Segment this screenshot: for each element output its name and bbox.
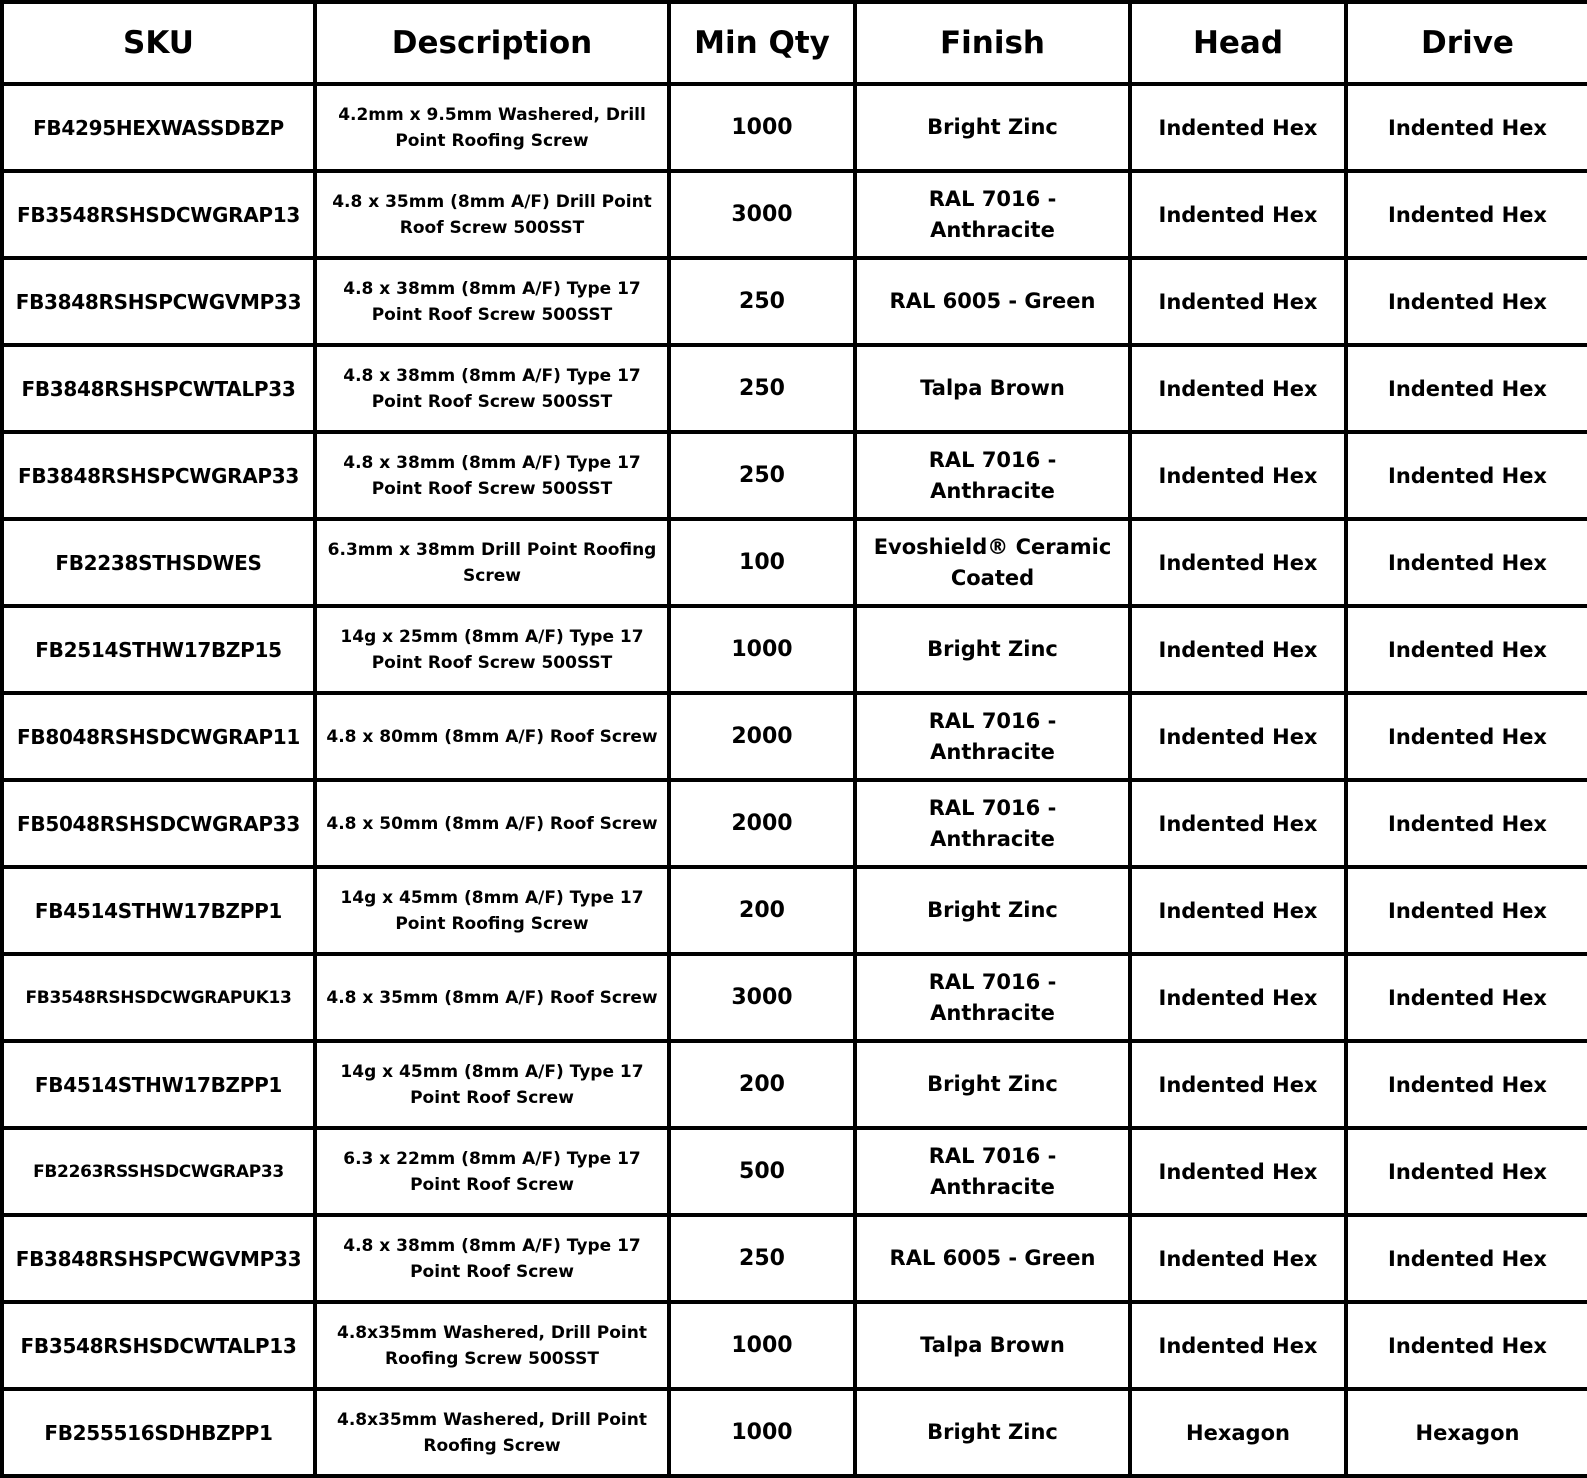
description-cell: 6.3mm x 38mm Drill Point Roofing Screw xyxy=(315,519,669,606)
sku-cell: FB255516SDHBZPP1 xyxy=(2,1389,315,1476)
header-description: Description xyxy=(315,2,669,84)
finish-cell: Bright Zinc xyxy=(855,1041,1130,1128)
finish-cell: Evoshield® Ceramic Coated xyxy=(855,519,1130,606)
head-cell: Indented Hex xyxy=(1130,780,1346,867)
header-sku: SKU xyxy=(2,2,315,84)
drive-cell: Indented Hex xyxy=(1346,258,1587,345)
min-qty-cell: 250 xyxy=(669,258,855,345)
min-qty-cell: 200 xyxy=(669,1041,855,1128)
sku-cell: FB3848RSHSPCWGRAP33 xyxy=(2,432,315,519)
drive-cell: Indented Hex xyxy=(1346,780,1587,867)
finish-cell: Talpa Brown xyxy=(855,345,1130,432)
finish-cell: Bright Zinc xyxy=(855,1389,1130,1476)
finish-cell: Bright Zinc xyxy=(855,84,1130,171)
finish-cell: RAL 7016 - Anthracite xyxy=(855,432,1130,519)
sku-cell: FB3848RSHSPCWGVMP33 xyxy=(2,1215,315,1302)
head-cell: Indented Hex xyxy=(1130,258,1346,345)
drive-cell: Indented Hex xyxy=(1346,606,1587,693)
header-head: Head xyxy=(1130,2,1346,84)
sku-cell: FB4295HEXWASSDBZP xyxy=(2,84,315,171)
finish-cell: Bright Zinc xyxy=(855,606,1130,693)
min-qty-cell: 200 xyxy=(669,867,855,954)
head-cell: Hexagon xyxy=(1130,1389,1346,1476)
finish-cell: RAL 7016 - Anthracite xyxy=(855,780,1130,867)
table-row xyxy=(2,1215,1587,1302)
table-row xyxy=(2,1128,1587,1215)
description-cell: 6.3 x 22mm (8mm A/F) Type 17 Point Roof Screw xyxy=(315,1128,669,1215)
head-cell: Indented Hex xyxy=(1130,1128,1346,1215)
description-cell: 4.8 x 50mm (8mm A/F) Roof Screw xyxy=(315,780,669,867)
head-cell: Indented Hex xyxy=(1130,693,1346,780)
table-row xyxy=(2,780,1587,867)
table-row xyxy=(2,693,1587,780)
drive-cell: Indented Hex xyxy=(1346,84,1587,171)
finish-cell: Bright Zinc xyxy=(855,867,1130,954)
sku-cell: FB8048RSHSDCWGRAP11 xyxy=(2,693,315,780)
sku-cell: FB5048RSHSDCWGRAP33 xyxy=(2,780,315,867)
min-qty-cell: 2000 xyxy=(669,693,855,780)
min-qty-cell: 250 xyxy=(669,345,855,432)
sku-cell: FB2514STHW17BZP15 xyxy=(2,606,315,693)
head-cell: Indented Hex xyxy=(1130,1302,1346,1389)
drive-cell: Indented Hex xyxy=(1346,954,1587,1041)
min-qty-cell: 3000 xyxy=(669,954,855,1041)
min-qty-cell: 250 xyxy=(669,432,855,519)
head-cell: Indented Hex xyxy=(1130,1041,1346,1128)
min-qty-cell: 1000 xyxy=(669,1389,855,1476)
sku-cell: FB2238STHSDWES xyxy=(2,519,315,606)
table-row xyxy=(2,258,1587,345)
min-qty-cell: 250 xyxy=(669,1215,855,1302)
drive-cell: Indented Hex xyxy=(1346,867,1587,954)
description-cell: 4.2mm x 9.5mm Washered, Drill Point Roofing Screw xyxy=(315,84,669,171)
table-row xyxy=(2,1041,1587,1128)
sku-cell: FB3848RSHSPCWTALP33 xyxy=(2,345,315,432)
min-qty-cell: 500 xyxy=(669,1128,855,1215)
table-row xyxy=(2,606,1587,693)
drive-cell: Indented Hex xyxy=(1346,1302,1587,1389)
head-cell: Indented Hex xyxy=(1130,954,1346,1041)
finish-cell: RAL 6005 - Green xyxy=(855,258,1130,345)
finish-cell: RAL 7016 - Anthracite xyxy=(855,171,1130,258)
min-qty-cell: 3000 xyxy=(669,171,855,258)
description-cell: 4.8 x 38mm (8mm A/F) Type 17 Point Roof Screw 500SST xyxy=(315,432,669,519)
header-row xyxy=(2,2,1587,84)
drive-cell: Indented Hex xyxy=(1346,171,1587,258)
table-row xyxy=(2,432,1587,519)
drive-cell: Indented Hex xyxy=(1346,432,1587,519)
table-row xyxy=(2,345,1587,432)
header-min-qty: Min Qty xyxy=(669,2,855,84)
min-qty-cell: 100 xyxy=(669,519,855,606)
sku-cell: FB3848RSHSPCWGVMP33 xyxy=(2,258,315,345)
sku-cell: FB4514STHW17BZPP1 xyxy=(2,867,315,954)
description-cell: 4.8 x 38mm (8mm A/F) Type 17 Point Roof Screw 500SST xyxy=(315,345,669,432)
table-row xyxy=(2,1302,1587,1389)
sku-cell: FB2263RSSHSDCWGRAP33 xyxy=(2,1128,315,1215)
sku-cell: FB3548RSHSDCWGRAPUK13 xyxy=(2,954,315,1041)
drive-cell: Hexagon xyxy=(1346,1389,1587,1476)
description-cell: 14g x 25mm (8mm A/F) Type 17 Point Roof Screw 500SST xyxy=(315,606,669,693)
description-cell: 14g x 45mm (8mm A/F) Type 17 Point Roofing Screw xyxy=(315,867,669,954)
description-cell: 14g x 45mm (8mm A/F) Type 17 Point Roof Screw xyxy=(315,1041,669,1128)
sku-cell: FB3548RSHSDCWTALP13 xyxy=(2,1302,315,1389)
header-finish: Finish xyxy=(855,2,1130,84)
sku-cell: FB3548RSHSDCWGRAP13 xyxy=(2,171,315,258)
header-drive: Drive xyxy=(1346,2,1587,84)
head-cell: Indented Hex xyxy=(1130,345,1346,432)
head-cell: Indented Hex xyxy=(1130,519,1346,606)
head-cell: Indented Hex xyxy=(1130,84,1346,171)
head-cell: Indented Hex xyxy=(1130,171,1346,258)
finish-cell: RAL 7016 - Anthracite xyxy=(855,1128,1130,1215)
finish-cell: RAL 7016 - Anthracite xyxy=(855,954,1130,1041)
head-cell: Indented Hex xyxy=(1130,867,1346,954)
min-qty-cell: 1000 xyxy=(669,606,855,693)
finish-cell: RAL 7016 - Anthracite xyxy=(855,693,1130,780)
drive-cell: Indented Hex xyxy=(1346,693,1587,780)
drive-cell: Indented Hex xyxy=(1346,1215,1587,1302)
table-row xyxy=(2,867,1587,954)
table-row xyxy=(2,1389,1587,1476)
min-qty-cell: 1000 xyxy=(669,1302,855,1389)
drive-cell: Indented Hex xyxy=(1346,1128,1587,1215)
table-row xyxy=(2,519,1587,606)
table-row xyxy=(2,171,1587,258)
table-row xyxy=(2,954,1587,1041)
min-qty-cell: 1000 xyxy=(669,84,855,171)
finish-cell: RAL 6005 - Green xyxy=(855,1215,1130,1302)
min-qty-cell: 2000 xyxy=(669,780,855,867)
description-cell: 4.8 x 38mm (8mm A/F) Type 17 Point Roof Screw 500SST xyxy=(315,258,669,345)
sku-cell: FB4514STHW17BZPP1 xyxy=(2,1041,315,1128)
description-cell: 4.8x35mm Washered, Drill Point Roofing Screw 500SST xyxy=(315,1302,669,1389)
head-cell: Indented Hex xyxy=(1130,606,1346,693)
finish-cell: Talpa Brown xyxy=(855,1302,1130,1389)
description-cell: 4.8x35mm Washered, Drill Point Roofing Screw xyxy=(315,1389,669,1476)
drive-cell: Indented Hex xyxy=(1346,519,1587,606)
head-cell: Indented Hex xyxy=(1130,432,1346,519)
table-row xyxy=(2,84,1587,171)
drive-cell: Indented Hex xyxy=(1346,345,1587,432)
drive-cell: Indented Hex xyxy=(1346,1041,1587,1128)
description-cell: 4.8 x 80mm (8mm A/F) Roof Screw xyxy=(315,693,669,780)
description-cell: 4.8 x 38mm (8mm A/F) Type 17 Point Roof Screw xyxy=(315,1215,669,1302)
description-cell: 4.8 x 35mm (8mm A/F) Roof Screw xyxy=(315,954,669,1041)
head-cell: Indented Hex xyxy=(1130,1215,1346,1302)
description-cell: 4.8 x 35mm (8mm A/F) Drill Point Roof Screw 500SST xyxy=(315,171,669,258)
